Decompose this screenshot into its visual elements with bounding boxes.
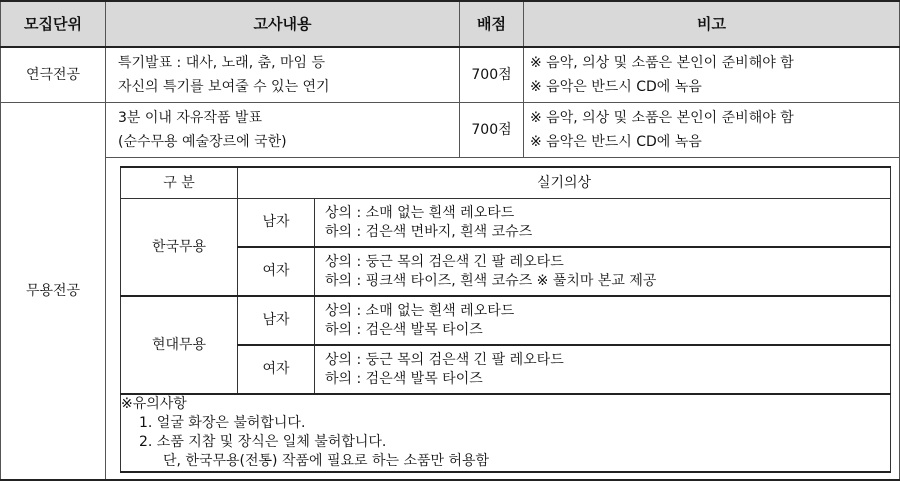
- costume-desc: [315, 199, 891, 248]
- costume-top: 상의 : 둥근 목의 검은색 긴 팔 레오타드: [325, 351, 564, 368]
- remark-line: ※ 음악, 의상 및 소품은 본인이 준비해야 함: [530, 55, 794, 71]
- remark-line: ※ 음악, 의상 및 소품은 본인이 준비해야 함: [530, 110, 794, 126]
- header-remarks: 비고: [524, 1, 900, 47]
- notes-row: [121, 394, 891, 472]
- header-row: [1, 1, 900, 47]
- remarks-cell: [524, 103, 900, 158]
- costume-top: 상의 : 둥근 목의 검은색 긴 팔 레오타드: [325, 253, 564, 270]
- costume-desc: [315, 345, 891, 394]
- costume-desc: [315, 247, 891, 296]
- header-unit: 모집단위: [1, 1, 106, 47]
- notes-item-sub: 단, 한국무용(전통) 작품에 필요로 하는 소품만 허용함: [163, 453, 490, 469]
- header-content: 고사내용: [106, 1, 460, 47]
- notes-item: 1. 얼굴 화장은 불허합니다.: [139, 415, 306, 431]
- remark-line: ※ 음악은 반드시 CD에 녹음: [530, 134, 702, 150]
- costume-bottom: 하의 : 검은색 발목 타이즈: [325, 370, 483, 387]
- content-line: (순수무용 예술장르에 국한): [118, 134, 287, 150]
- costume-gender: 여자: [238, 345, 315, 394]
- costume-top: 상의 : 소매 없는 흰색 레오타드: [325, 302, 515, 319]
- costume-category: 현대무용: [121, 296, 238, 394]
- costume-header-costume: 실기의상: [238, 167, 891, 199]
- remark-line: ※ 음악은 반드시 CD에 녹음: [530, 79, 702, 95]
- row-dance-detail: [1, 158, 900, 481]
- costume-row: [121, 199, 891, 248]
- costume-row: [121, 296, 891, 345]
- costume-bottom: 하의 : 핑크색 타이즈, 흰색 코슈즈 ※ 풀치마 본교 제공: [325, 272, 657, 289]
- points-cell: 700점: [460, 47, 524, 103]
- costume-table: [120, 166, 891, 473]
- costume-bottom: 하의 : 검은색 면바지, 흰색 코슈즈: [325, 223, 533, 240]
- costume-category: 한국무용: [121, 199, 238, 297]
- remarks-cell: [524, 47, 900, 103]
- notes-cell: [121, 394, 891, 472]
- costume-top: 상의 : 소매 없는 흰색 레오타드: [325, 204, 515, 221]
- costume-cell: [106, 158, 900, 481]
- costume-gender: 여자: [238, 247, 315, 296]
- costume-gender: 남자: [238, 199, 315, 248]
- notes-title: ※유의사항: [121, 396, 187, 412]
- costume-gender: 남자: [238, 296, 315, 345]
- content-line: 3분 이내 자유작품 발표: [118, 110, 262, 126]
- row-dance: [1, 103, 900, 158]
- costume-header-category: 구 분: [121, 167, 238, 199]
- content-cell: [106, 103, 460, 158]
- unit-cell: 연극전공: [1, 47, 106, 103]
- costume-header-row: [121, 167, 891, 199]
- content-cell: [106, 47, 460, 103]
- content-line: 자신의 특기를 보여줄 수 있는 연기: [118, 79, 330, 95]
- row-theater: [1, 47, 900, 103]
- costume-desc: [315, 296, 891, 345]
- notes-item: 2. 소품 지참 및 장식은 일체 불허합니다.: [139, 434, 387, 450]
- points-cell: 700점: [460, 103, 524, 158]
- content-line: 특기발표 : 대사, 노래, 춤, 마임 등: [118, 55, 326, 71]
- unit-cell: 무용전공: [1, 103, 106, 481]
- header-points: 배점: [460, 1, 524, 47]
- costume-bottom: 하의 : 검은색 발목 타이즈: [325, 321, 483, 338]
